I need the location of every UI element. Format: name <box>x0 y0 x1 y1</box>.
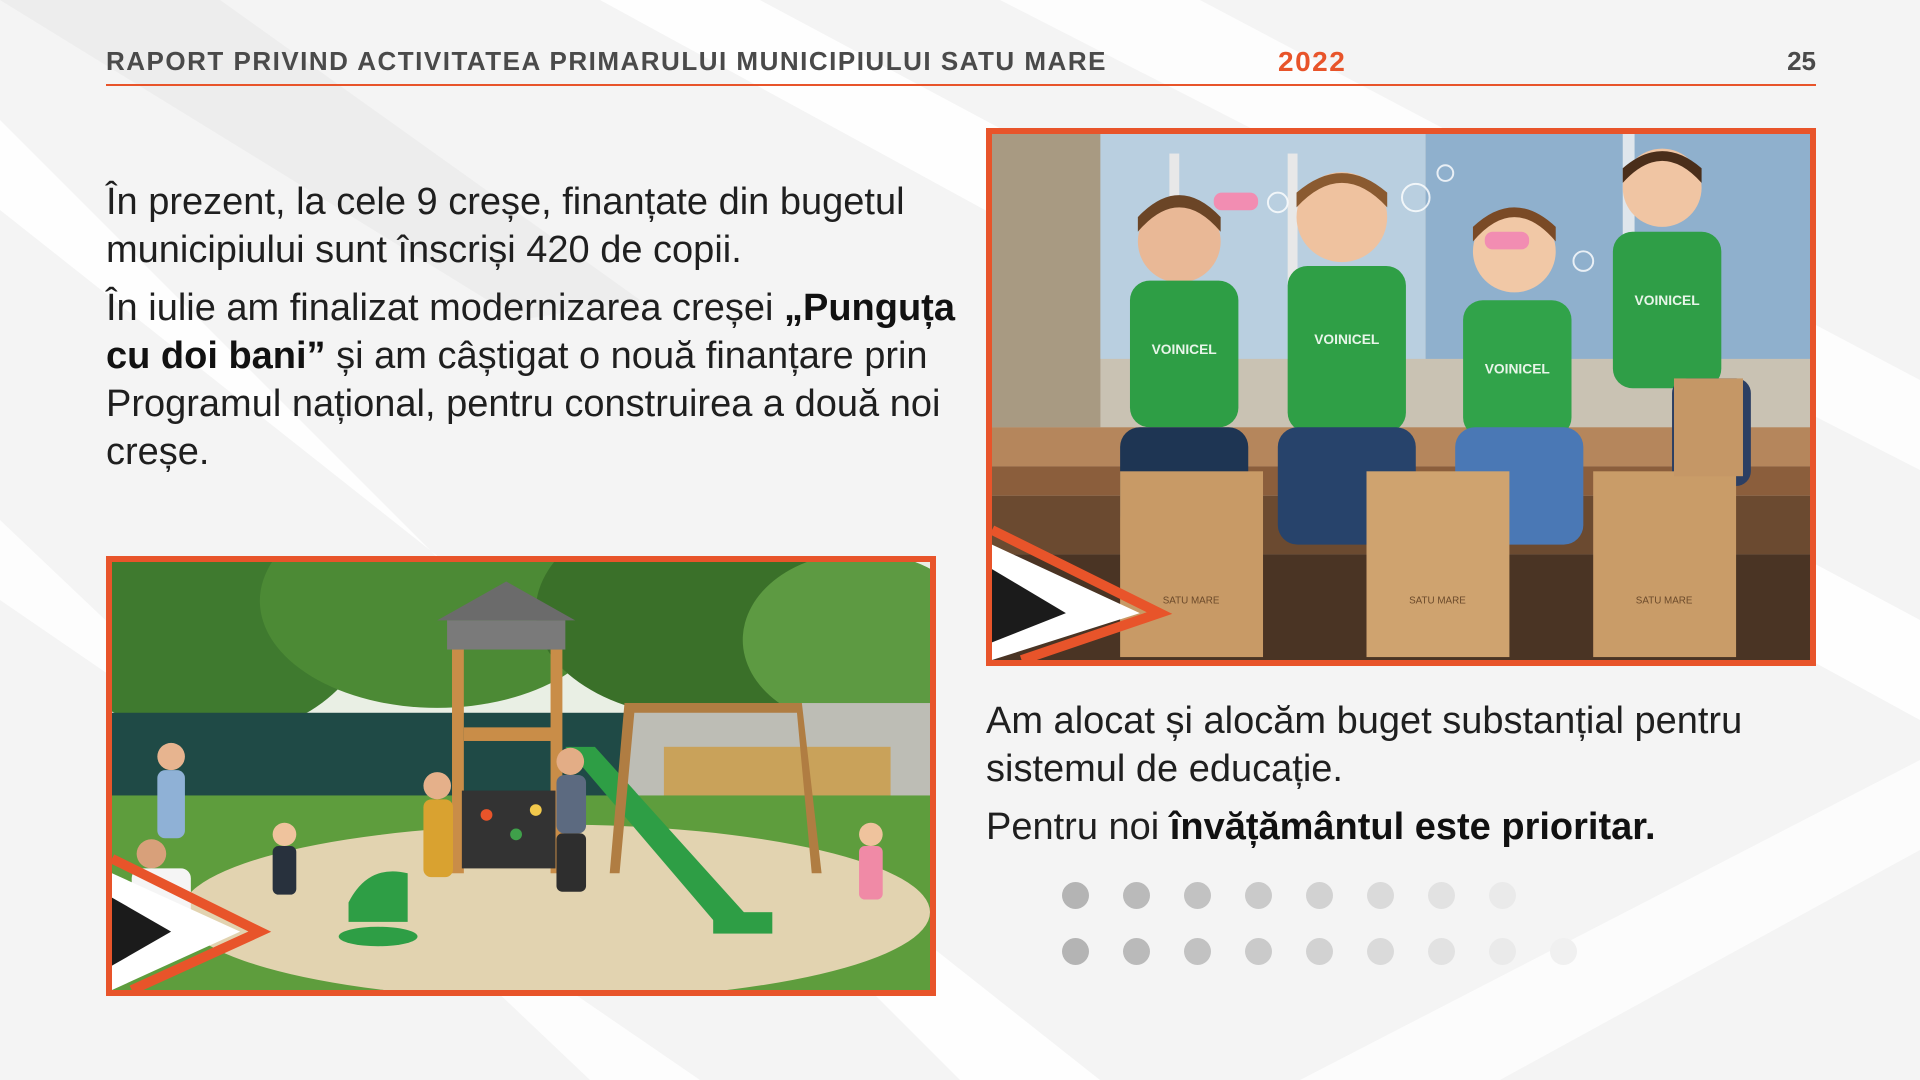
nursery-enrollment-paragraph: În prezent, la cele 9 creșe, finanțate din bugetul municipiului sunt înscriși 420 de copii. <box>106 181 905 271</box>
priority-statement: învățământul este prioritar. <box>1169 806 1656 848</box>
decorative-dot <box>1489 882 1516 909</box>
education-budget-paragraph: Am alocat și alocăm buget substanțial pentru sistemul de educație. <box>986 700 1743 790</box>
decorative-dot <box>1184 882 1211 909</box>
decorative-dot <box>1489 938 1516 965</box>
decorative-dot <box>1367 938 1394 965</box>
education-priority-paragraph <box>986 803 1846 851</box>
education-text-block <box>986 697 1846 851</box>
decorative-dot <box>1428 938 1455 965</box>
nursery-text-block <box>106 178 966 476</box>
playground-photo <box>106 556 936 996</box>
children-bubbles-photo <box>986 128 1816 666</box>
report-title: RAPORT PRIVIND ACTIVITATEA PRIMARULUI MUNICIPIULUI SATU MARE <box>106 46 1107 76</box>
decorative-dot <box>1123 938 1150 965</box>
decorative-dot <box>1184 938 1211 965</box>
svg-text:VOINICEL: VOINICEL <box>1151 342 1217 357</box>
decorative-dot <box>1245 882 1272 909</box>
priority-text-start: Pentru noi <box>986 806 1170 848</box>
nursery-name: „Punguța cu doi bani” <box>106 287 955 377</box>
decorative-dot <box>1367 882 1394 909</box>
nursery-modernization-paragraph <box>106 284 966 476</box>
decorative-dot <box>1306 882 1333 909</box>
decorative-dot <box>1550 938 1577 965</box>
page-header <box>106 44 1816 86</box>
decorative-dot <box>1062 882 1089 909</box>
svg-text:VOINICEL: VOINICEL <box>1314 332 1380 348</box>
svg-text:VOINICEL: VOINICEL <box>1484 361 1550 377</box>
decorative-dot-grid <box>1062 882 1582 982</box>
svg-text:SATU MARE: SATU MARE <box>1409 595 1466 607</box>
page-number: 25 <box>1787 46 1816 76</box>
report-year: 2022 <box>1278 46 1347 77</box>
svg-text:SATU MARE: SATU MARE <box>1635 595 1693 607</box>
decorative-dot <box>1245 938 1272 965</box>
decorative-dot <box>1428 882 1455 909</box>
svg-text:SATU MARE: SATU MARE <box>1162 595 1220 607</box>
modernization-text-end: și am câștigat o nouă finanțare prin Programul național, pentru construirea a două noi creșe. <box>106 335 941 473</box>
decorative-dot <box>1306 938 1333 965</box>
modernization-text-start: În iulie am finalizat modernizarea creșei <box>106 287 784 329</box>
decorative-dot <box>1123 882 1150 909</box>
svg-text:VOINICEL: VOINICEL <box>1634 293 1700 309</box>
decorative-dot <box>1062 938 1089 965</box>
